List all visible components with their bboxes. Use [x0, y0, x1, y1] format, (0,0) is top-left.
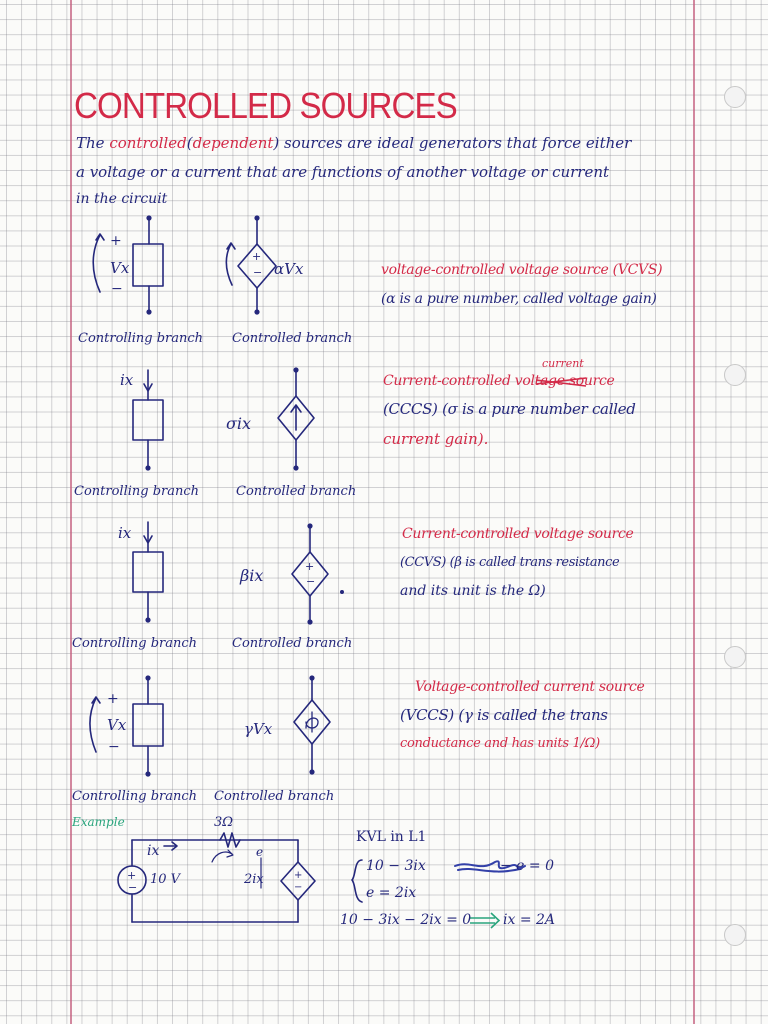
vccs-controlling-caption: Controlling branch: [72, 789, 198, 804]
vcvs-minus-sign: −: [111, 281, 123, 297]
equation-brace: [352, 860, 362, 902]
cccs-controlling-branch: [133, 370, 163, 470]
intro-line-2: a voltage or a current that are functions of another voltage or current: [76, 163, 610, 181]
vccs-desc-line-3: conductance and has units 1/Ω): [400, 736, 600, 751]
intro-line-1-rest: ) sources are ideal generators that force either: [273, 134, 632, 152]
example-dependent-source-label: 2ix: [244, 872, 264, 887]
vcvs-desc-line-2: (α is a pure number, called voltage gain): [381, 291, 657, 307]
vccs-controlling-branch: [90, 676, 163, 776]
ccvs-controlled-caption: Controlled branch: [232, 636, 353, 651]
vccs-plus-sign: +: [107, 691, 119, 707]
kvl-equation-1: 10 − 3ix: [366, 858, 426, 874]
example-source-plus: +: [127, 869, 137, 882]
kvl-equation-3: 10 − 3ix − 2ix = 0: [340, 912, 472, 928]
page-title: CONTROLLED SOURCES: [74, 85, 457, 126]
vccs-desc-line-1: Voltage-controlled current source: [415, 679, 645, 695]
cccs-desc-line-2: (CCCS) (σ is a pure number called: [383, 400, 636, 418]
vccs-minus-sign: −: [108, 739, 120, 755]
ccvs-desc-line-3: and its unit is the Ω): [400, 583, 546, 599]
intro-paren-open: (: [186, 134, 193, 152]
ccvs-desc-line-1: Current-controlled voltage source: [402, 526, 634, 542]
example-source-minus: −: [128, 881, 138, 894]
example-node-label: e: [256, 845, 264, 859]
ccvs-controlled-branch: [292, 524, 343, 624]
example-dep-minus: −: [294, 882, 303, 893]
cccs-desc-line-1: Current-controlled voltage source: [383, 373, 615, 389]
vcvs-inner-plus: +: [252, 250, 262, 263]
vcvs-plus-sign: +: [110, 233, 122, 249]
cccs-gain-label: σix: [226, 414, 252, 433]
intro-line-3: in the circuit: [76, 191, 168, 207]
vccs-controlled-branch: [294, 676, 330, 774]
vccs-gain-label: γVx: [244, 720, 273, 738]
ccvs-controlling-var: ix: [118, 524, 132, 542]
ccvs-inner-minus: −: [306, 575, 316, 588]
ccvs-desc-line-2: (CCVS) (β is called trans resistance: [400, 555, 620, 570]
vcvs-gain-label: αVx: [274, 260, 304, 278]
vcvs-controlling-caption: Controlling branch: [78, 331, 204, 346]
vccs-controlling-var: Vx: [107, 716, 127, 734]
ccvs-controlling-branch: [133, 522, 163, 622]
example-label: Example: [72, 815, 125, 829]
intro-word-the: The: [76, 134, 105, 152]
kvl-result: ix = 2A: [503, 912, 556, 928]
vcvs-desc-line-1: voltage-controlled voltage source (VCVS): [381, 262, 663, 278]
example-dep-plus: +: [294, 870, 303, 881]
example-voltage-source-label: 10 V: [150, 872, 181, 887]
example-current-label: ix: [147, 843, 160, 859]
vccs-desc-line-2: (VCCS) (γ is called the trans: [400, 706, 608, 724]
vcvs-controlled-caption: Controlled branch: [232, 331, 353, 346]
cccs-desc-line-3: current gain).: [383, 430, 489, 448]
example-resistor-label: 3Ω: [214, 815, 234, 830]
cccs-correction-above: current: [542, 357, 584, 370]
kvl-equation-2: e = 2ix: [366, 885, 417, 901]
cccs-controlling-caption: Controlling branch: [74, 484, 200, 499]
kvl-title: KVL in L1: [356, 829, 427, 845]
ccvs-inner-plus: +: [305, 560, 315, 573]
vcvs-controlling-var: Vx: [110, 259, 130, 277]
cccs-controlling-var: ix: [120, 371, 134, 389]
intro-word-dependent: dependent: [192, 134, 274, 152]
vcvs-inner-minus: −: [253, 266, 263, 279]
vcvs-controlled-branch: [226, 216, 276, 314]
cccs-controlled-caption: Controlled branch: [236, 484, 357, 499]
result-arrow: [470, 913, 499, 928]
cccs-controlled-branch: [278, 368, 314, 470]
ccvs-controlling-caption: Controlling branch: [72, 636, 198, 651]
kvl-equation-1-tail: − e = 0: [500, 858, 555, 874]
intro-word-controlled: controlled: [109, 134, 187, 152]
vccs-controlled-caption: Controlled branch: [214, 789, 335, 804]
ccvs-gain-label: βix: [240, 566, 264, 585]
